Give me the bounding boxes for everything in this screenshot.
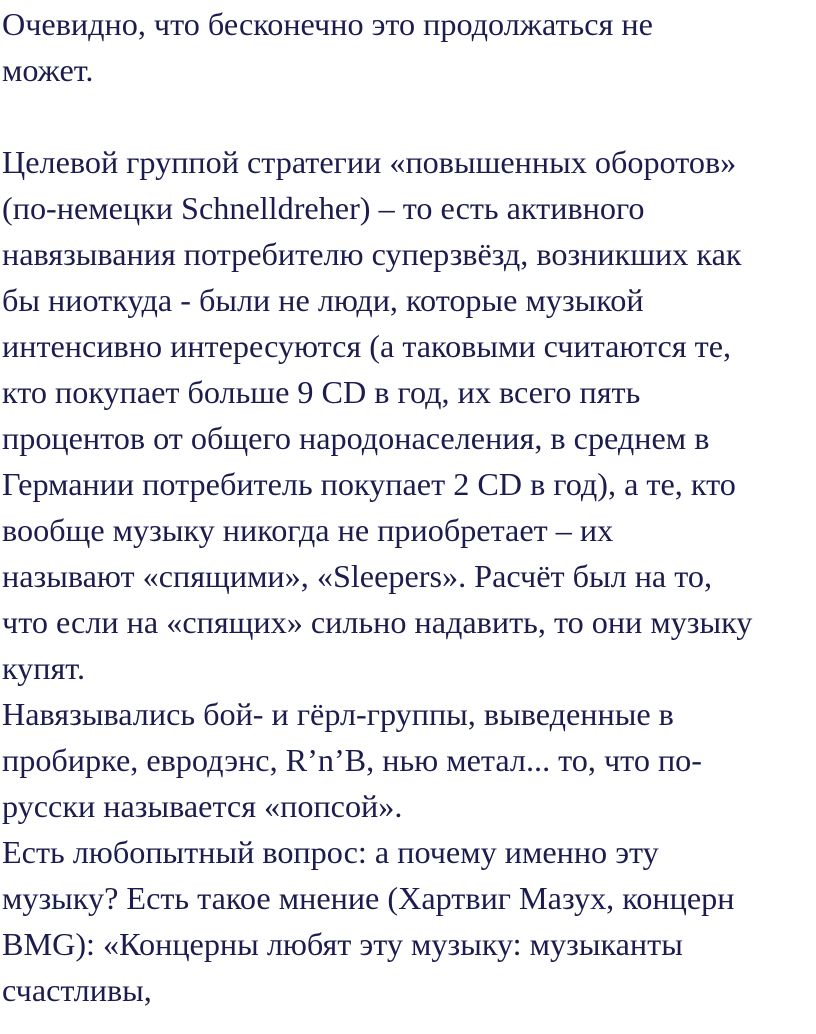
text-line: навязывания потребителю суперзвёзд, возникших как: [2, 236, 742, 272]
text-line: (по-немецки Schnelldreher) – то есть активного: [2, 190, 645, 226]
text-line: Целевой группой стратегии «повышенных оборотов»: [2, 144, 737, 180]
text-line: BMG): «Концерны любят эту музыку: музыканты: [2, 926, 683, 962]
text-line: называют «спящими», «Sleepers». Расчёт был на то,: [2, 558, 713, 594]
text-line: может.: [2, 52, 94, 88]
text-line: русски называется «попсой».: [2, 788, 403, 824]
text-line: вообще музыку никогда не приобретает – их: [2, 512, 614, 548]
text-line: счастливы,: [2, 972, 152, 1008]
text-line: что если на «спящих» сильно надавить, то они музыку: [2, 604, 753, 640]
text-line: Есть любопытный вопрос: а почему именно эту: [2, 834, 659, 870]
text-line: Очевидно, что бесконечно это продолжаться не: [2, 6, 653, 42]
text-line: музыку? Есть такое мнение (Хартвиг Мазух, концерн: [2, 880, 735, 916]
text-line: Германии потребитель покупает 2 CD в год), а те, кто: [2, 466, 736, 502]
text-line: пробирке, евродэнс, R’n’B, нью метал... то, что по-: [2, 742, 702, 778]
paragraph-gap: [2, 93, 816, 139]
text-line: процентов от общего народонаселения, в среднем в: [2, 420, 710, 456]
text-line: купят.: [2, 650, 85, 686]
text-line: Навязывались бой- и гёрл-группы, выведенные в: [2, 696, 674, 732]
text-line: бы ниоткуда - были не люди, которые музыкой: [2, 282, 644, 318]
text-line: интенсивно интересуются (а таковыми считаются те,: [2, 328, 732, 364]
document-text: [2, 1, 816, 1013]
text-line: кто покупает больше 9 CD в год, их всего пять: [2, 374, 641, 410]
